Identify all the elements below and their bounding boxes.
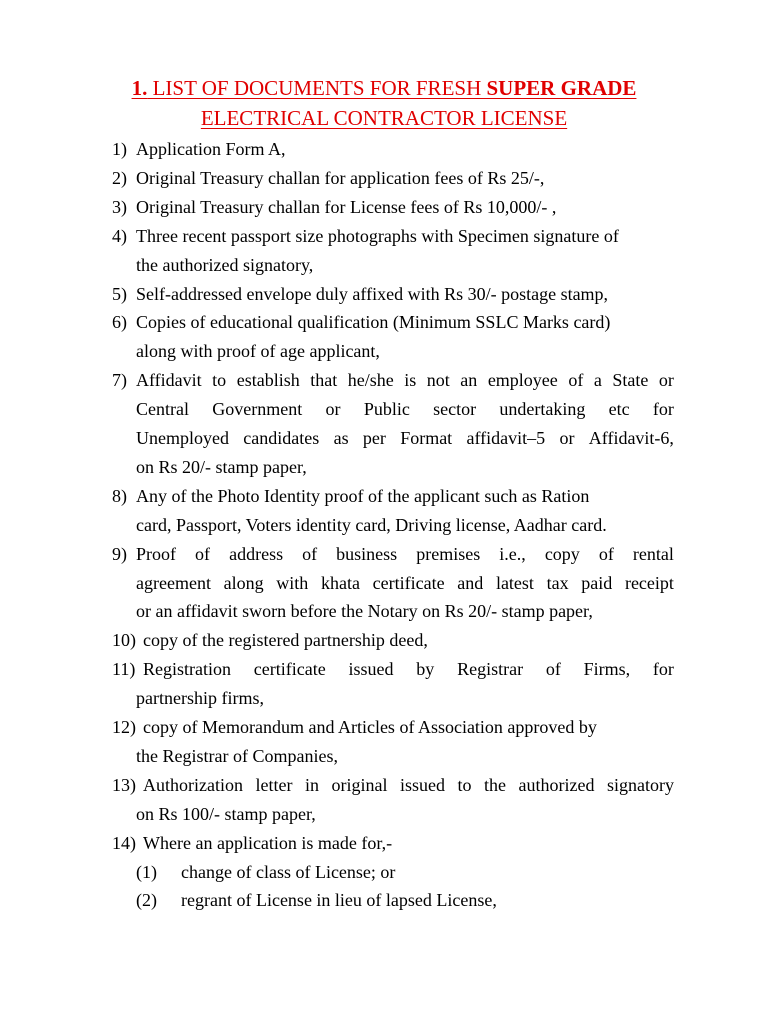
- list-item-text: Original Treasury challan for License fees of Rs 10,000/- ,: [136, 196, 557, 217]
- title-number: 1.: [131, 76, 148, 100]
- sub-item-number: (1): [136, 861, 157, 882]
- list-item-text: Central Government or Public sector undertaking etc for: [136, 399, 674, 420]
- document-title-line-1: [0, 76, 768, 100]
- list-item-text: the authorized signatory,: [136, 254, 314, 275]
- list-item-text: on Rs 20/- stamp paper,: [136, 456, 307, 477]
- list-item-number: 9): [112, 543, 127, 564]
- list-item-number: 10): [112, 630, 136, 651]
- title-bold-text: SUPER GRADE: [486, 76, 637, 100]
- list-item-text: Original Treasury challan for application fees of Rs 25/-,: [136, 167, 545, 188]
- list-item-text: the Registrar of Companies,: [136, 745, 338, 766]
- list-item-number: 4): [112, 225, 127, 246]
- list-item-number: 13): [112, 774, 136, 795]
- list-item-text: Application Form A,: [136, 139, 286, 159]
- list-item-text: Unemployed candidates as per Format affidavit–5 or Affidavit-6,: [136, 428, 674, 448]
- list-item-number: 1): [112, 139, 127, 159]
- sub-item-number: (2): [136, 890, 157, 911]
- list-item-number: 2): [112, 167, 127, 188]
- list-item-text: Affidavit to establish that he/she is not an employee of a State or: [136, 370, 674, 391]
- list-item-number: 5): [112, 283, 127, 304]
- list-item-number: 6): [112, 312, 127, 333]
- list-item-text: Copies of educational qualification (Minimum SSLC Marks card): [136, 312, 611, 333]
- list-item-text: Any of the Photo Identity proof of the applicant such as Ration: [136, 485, 590, 506]
- list-item-text: Where an application is made for,-: [143, 832, 393, 853]
- list-item-number: 12): [112, 717, 136, 737]
- list-item-text: Proof of address of business premises i.e., copy of rental: [136, 543, 674, 564]
- list-item-text: along with proof of age applicant,: [136, 341, 380, 362]
- list-item-text: copy of Memorandum and Articles of Association approved by: [143, 717, 597, 737]
- list-item-text: on Rs 100/- stamp paper,: [136, 803, 316, 824]
- list-item-number: 14): [112, 832, 136, 853]
- list-item-text: agreement along with khata certificate and latest tax paid receipt: [136, 572, 674, 593]
- list-item-text: Registration certificate issued by Registrar of Firms, for: [143, 659, 674, 680]
- sub-item-text: regrant of License in lieu of lapsed License,: [181, 890, 497, 911]
- list-item-number: 3): [112, 196, 127, 217]
- list-item-text: copy of the registered partnership deed,: [143, 630, 428, 651]
- title-text: LIST OF DOCUMENTS FOR FRESH: [147, 76, 487, 100]
- list-item-text: or an affidavit sworn before the Notary on Rs 20/- stamp paper,: [136, 601, 593, 622]
- list-item-text: partnership firms,: [136, 688, 264, 709]
- list-item-number: 11): [112, 659, 136, 680]
- list-item-number: 8): [112, 485, 127, 506]
- list-item-number: 7): [112, 370, 127, 391]
- list-item-text: card, Passport, Voters identity card, Driving license, Aadhar card.: [136, 514, 607, 535]
- sub-item-text: change of class of License; or: [181, 861, 396, 882]
- list-item-text: Three recent passport size photographs with Specimen signature of: [136, 225, 619, 246]
- list-item-text: Self-addressed envelope duly affixed with Rs 30/- postage stamp,: [136, 283, 609, 304]
- document-title-line-2: ELECTRICAL CONTRACTOR LICENSE: [200, 106, 568, 130]
- list-item-text: Authorization letter in original issued to the authorized signatory: [143, 774, 674, 795]
